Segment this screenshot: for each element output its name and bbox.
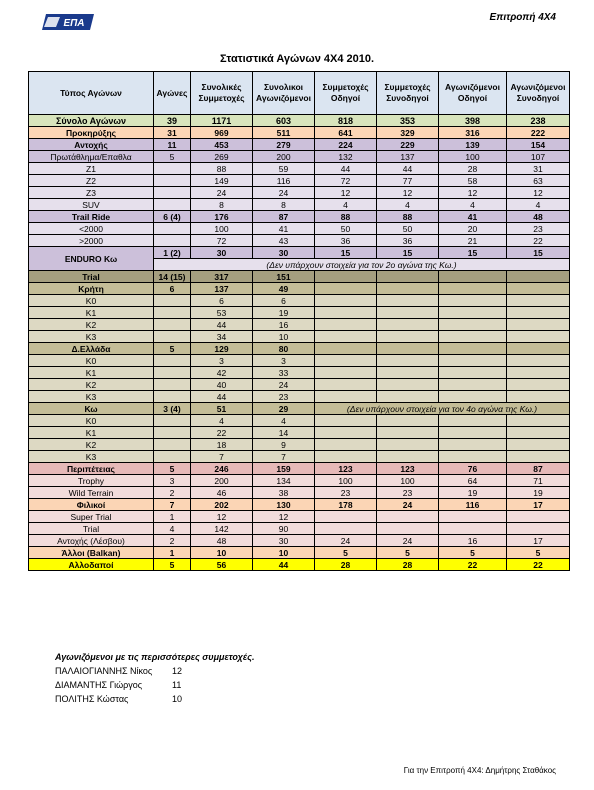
- enduro-note: (Δεν υπάρχουν στοιχεία για τον 2ο αγώνα της Κω.): [154, 259, 570, 271]
- table-row: Κ3 7 7: [29, 451, 570, 463]
- col-entries-codrivers: Συμμετοχές Συνοδηγοί: [377, 72, 439, 115]
- col-total-competitors: Συνολικοι Αγωνιζόμενοι: [253, 72, 315, 115]
- table-row: Πρωτάθλημα/Επαθλα 5 269 200 132 137 100 107: [29, 151, 570, 163]
- col-entries-drivers: Συμμετοχές Οδηγοί: [315, 72, 377, 115]
- ranking-name: ΠΟΛΙΤΗΣ Κώστας: [55, 694, 129, 704]
- table-row: SUV 8 8 4 4 4 4: [29, 199, 570, 211]
- ranking-count: 10: [172, 694, 183, 704]
- table-row: Κ2 18 9: [29, 439, 570, 451]
- col-competitors-drivers: Αγωνιζόμενοι Οδηγοί: [439, 72, 507, 115]
- table-row: Περιπέτειας 5 246 159 123 123 76 87: [29, 463, 570, 475]
- logo-icon: [40, 10, 98, 34]
- col-competitors-codrivers: Αγωνιζόμενοι Συνοδηγοί: [507, 72, 570, 115]
- committee-label: Επιτροπή 4Χ4: [489, 12, 556, 23]
- table-row: Κρήτη 6 137 49: [29, 283, 570, 295]
- table-row: Κ3 34 10: [29, 331, 570, 343]
- ranking-count: 12: [172, 666, 183, 676]
- col-total-entries: Συνολικές Συμμετοχές: [191, 72, 253, 115]
- table-row: Κ1 22 14: [29, 427, 570, 439]
- col-type: Τύπος Αγώνων: [29, 72, 154, 115]
- table-row: Προκηρύξης 31 969 511 641 329 316 222: [29, 127, 570, 139]
- ranking-title: Αγωνιζόμενοι με τις περισσότερες συμμετοχές.: [55, 652, 255, 662]
- table-row: Super Trial 1 12 12: [29, 511, 570, 523]
- table-row: Wild Terrain 2 46 38 23 23 19 19: [29, 487, 570, 499]
- table-row: Κ1 53 19: [29, 307, 570, 319]
- table-row: Trial 14 (15) 317 151: [29, 271, 570, 283]
- page-title: Στατιστικά Αγώνων 4Χ4 2010.: [219, 53, 375, 65]
- table-row: Κω 3 (4) 51 29 (Δεν υπάρχουν στοιχεία για τον 4ο αγώνα της Κω.): [29, 403, 570, 415]
- table-row: Άλλοι (Balkan) 1 10 10 5 5 5 5: [29, 547, 570, 559]
- ranking-name: ΔΙΑΜΑΝΤΗΣ Γιώργος: [55, 680, 143, 690]
- table-row: Κ0 4 4: [29, 415, 570, 427]
- table-row: Trial 4 142 90: [29, 523, 570, 535]
- ranking-name: ΠΑΛΑΙΟΓΙΑΝΝΗΣ Νίκος: [55, 666, 153, 676]
- table-row: Ζ3 24 24 12 12 12 12: [29, 187, 570, 199]
- table-row: Αλλοδαποί 5 56 44 28 28 22 22: [29, 559, 570, 571]
- table-row: Κ2 40 24: [29, 379, 570, 391]
- table-row: Trail Ride 6 (4) 176 87 88 88 41 48: [29, 211, 570, 223]
- table-row: Κ2 44 16: [29, 319, 570, 331]
- col-races: Αγώνες: [154, 72, 191, 115]
- footer-signature: Για την Επιτροπή 4Χ4: Δημήτρης Σταθάκος: [403, 766, 556, 775]
- table-row: Ζ2 149 116 72 77 58 63: [29, 175, 570, 187]
- table-row: Κ1 42 33: [29, 367, 570, 379]
- table-row: Trophy 3 200 134 100 100 64 71: [29, 475, 570, 487]
- logo-text: ΕΠΑ: [63, 18, 85, 29]
- table-row: Κ0 3 3: [29, 355, 570, 367]
- table-row: Ζ1 88 59 44 44 28 31: [29, 163, 570, 175]
- table-row: Αντοχής (Λέσβου) 2 48 30 24 24 16 17: [29, 535, 570, 547]
- table-row: <2000 100 41 50 50 20 23: [29, 223, 570, 235]
- table-row: Κ0 6 6: [29, 295, 570, 307]
- logo: [40, 10, 98, 34]
- table-row: ENDURO Κω 1 (2) 30 30 15 15 15 15: [29, 247, 570, 259]
- kos-trial-note: (Δεν υπάρχουν στοιχεία για τον 4ο αγώνα της Κω.): [315, 403, 570, 415]
- table-row: Σύνολο Αγώνων 39 1171 603 818 353 398 238: [29, 115, 570, 127]
- header-row: [29, 72, 570, 115]
- table-row: Δ.Ελλάδα 5 129 80: [29, 343, 570, 355]
- stats-table: [28, 71, 570, 571]
- table-row: Φιλικοί 7 202 130 178 24 116 17: [29, 499, 570, 511]
- table-row: Αντοχής 11 453 279 224 229 139 154: [29, 139, 570, 151]
- ranking-count: 11: [172, 680, 182, 690]
- table-row: Κ3 44 23: [29, 391, 570, 403]
- table-row: >2000 72 43 36 36 21 22: [29, 235, 570, 247]
